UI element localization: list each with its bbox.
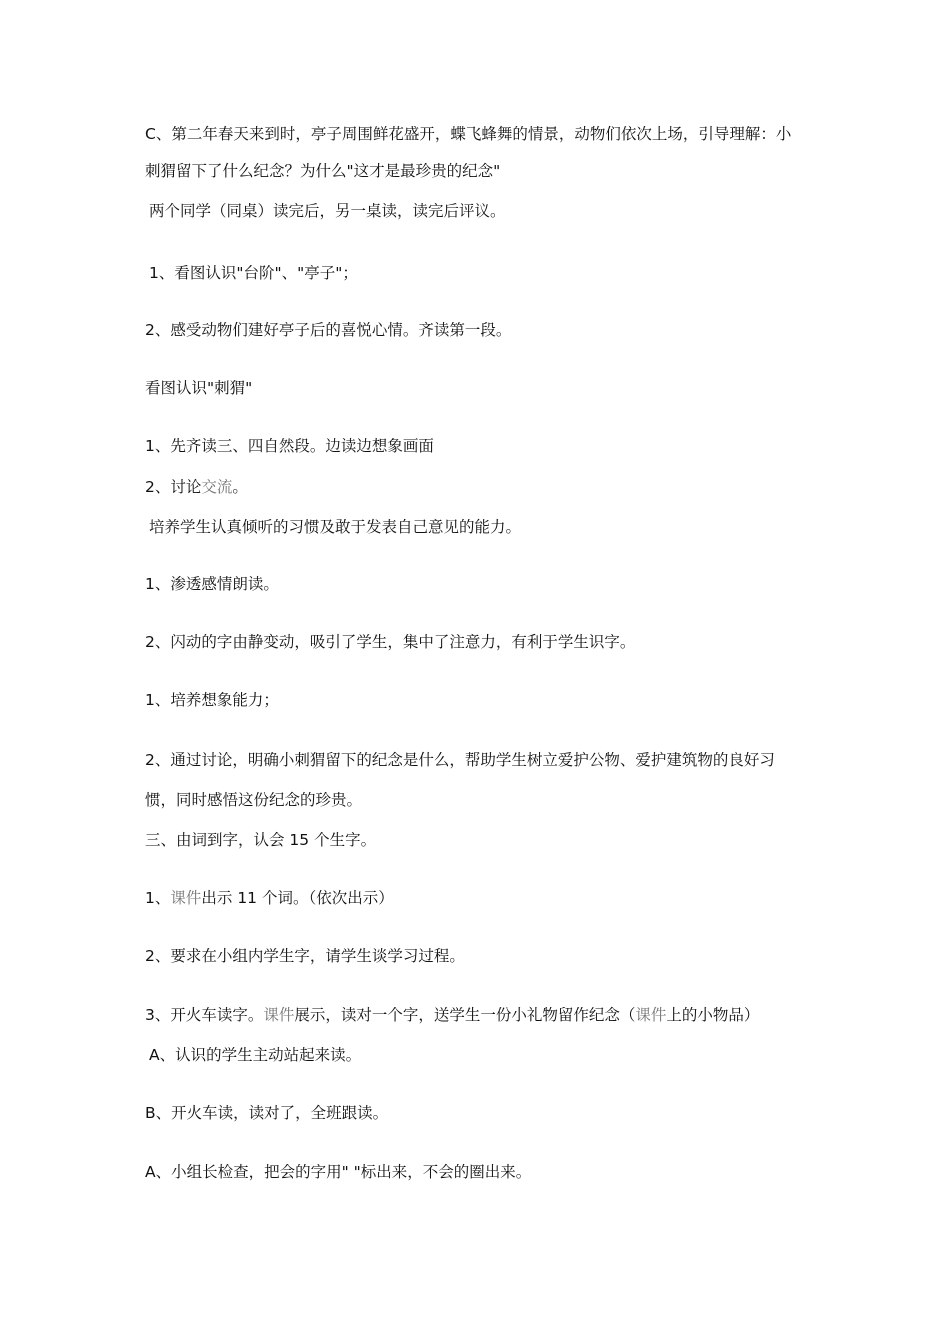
paragraph-pair-reading: 两个同学（同桌）读完后，另一桌读，读完后评议。	[149, 202, 506, 220]
section-three-heading: 三、由词到字，认会 15 个生字。	[145, 831, 377, 849]
list-item-2-discussion-line2: 惯，同时感悟这份纪念的珍贵。	[145, 791, 363, 809]
list-item-1-read-aloud: 1、先齐读三、四自然段。边读边想象画面	[145, 437, 434, 455]
list-item-2-group: 2、要求在小组内学生字，请学生谈学习过程。	[145, 947, 465, 965]
list-item-a-check: A、小组长检查，把会的字用" "标出来，不会的圈出来。	[145, 1163, 532, 1181]
paragraph-c-line2: 刺猬留下了什么纪念？为什么"这才是最珍贵的纪念"	[145, 162, 501, 180]
courseware-prefix: 1、	[145, 889, 171, 907]
list-item-2-discussion-line1: 2、通过讨论，明确小刺猬留下的纪念是什么，帮助学生树立爱护公物、爱护建筑物的良好习	[145, 751, 775, 769]
courseware-suffix: 出示 11 个词。（依次出示）	[201, 889, 394, 907]
train-suffix: 上的小物品）	[666, 1006, 760, 1024]
paragraph-hedgehog: 看图认识"刺猬"	[145, 379, 253, 397]
list-item-1-imagination: 1、培养想象能力；	[145, 691, 279, 709]
train-middle: 展示，读对一个字，送学生一份小礼物留作纪念（	[294, 1006, 636, 1024]
list-item-3-train	[145, 1005, 759, 1025]
paragraph-listening: 培养学生认真倾听的习惯及敢于发表自己意见的能力。	[149, 518, 522, 536]
discuss-prefix: 2、讨论	[145, 478, 202, 496]
list-item-2-joy: 2、感受动物们建好亭子后的喜悦心情。齐读第一段。	[145, 321, 512, 339]
discuss-suffix: 。	[232, 478, 248, 496]
list-item-1-pavilion: 1、看图认识"台阶"、"亭子"；	[149, 264, 358, 282]
list-item-a-stand: A、认识的学生主动站起来读。	[149, 1046, 362, 1064]
discuss-link[interactable]: 交流	[201, 478, 233, 496]
list-item-b-train: B、开火车读，读对了，全班跟读。	[145, 1104, 389, 1122]
paragraph-c-line1: C、第二年春天来到时，亭子周围鲜花盛开，蝶飞蜂舞的情景，动物们依次上场，引导理解：小	[145, 125, 792, 143]
courseware-link-3[interactable]: 课件	[635, 1006, 667, 1024]
courseware-link-2[interactable]: 课件	[263, 1006, 295, 1024]
list-item-1-courseware	[145, 888, 394, 908]
courseware-link[interactable]: 课件	[170, 889, 202, 907]
list-item-2-flashing: 2、闪动的字由静变动，吸引了学生，集中了注意力，有利于学生识字。	[145, 633, 636, 651]
train-prefix: 3、开火车读字。	[145, 1006, 264, 1024]
list-item-1-emotion: 1、渗透感情朗读。	[145, 575, 279, 593]
list-item-2-discuss	[145, 477, 248, 497]
